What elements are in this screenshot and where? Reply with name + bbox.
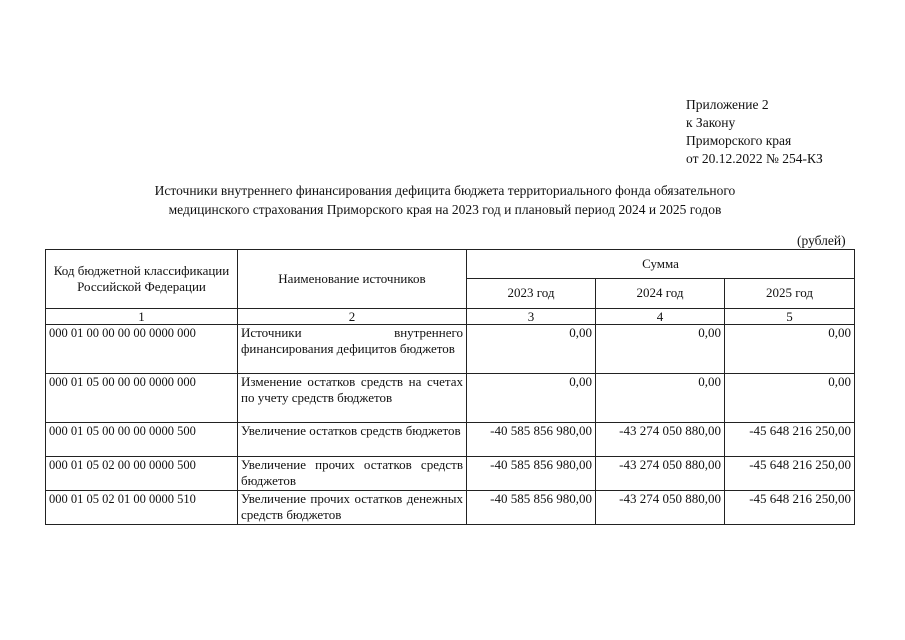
document-title-line-2: медицинского страхования Приморского края на 2023 год и плановый период 2024 и 2025 годов [168,202,722,217]
column-numbers-row [46,309,855,325]
row-amount-2025: -45 648 216 250,00 [725,457,855,491]
row-amount-2025: 0,00 [725,325,855,374]
column-number: 2 [238,309,467,325]
table-row [46,491,855,525]
row-amount-2023: -40 585 856 980,00 [467,457,596,491]
document-title-line-1: Источники внутреннего финансирования дефицита бюджета территориального фонда обязательного [154,183,736,198]
row-name: Увеличение прочих остатков средств бюджетов [238,457,467,491]
column-number: 4 [596,309,725,325]
appendix-block [686,96,823,168]
header-code: Код бюджетной классификации Российской Федерации [46,250,238,309]
document-title [60,181,830,219]
row-amount-2025: 0,00 [725,374,855,423]
header-year-2025: 2025 год [725,278,855,308]
row-amount-2023: -40 585 856 980,00 [467,491,596,525]
table-row [46,325,855,374]
appendix-region: Приморского края [686,133,792,148]
header-name: Наименование источников [238,250,467,309]
header-sum: Сумма [467,250,855,279]
row-name: Увеличение остатков средств бюджетов [238,423,467,457]
row-amount-2023: 0,00 [467,325,596,374]
table-row [46,374,855,423]
appendix-date-number: от 20.12.2022 № 254-КЗ [686,151,823,166]
table-row [46,423,855,457]
row-amount-2025: -45 648 216 250,00 [725,491,855,525]
row-amount-2023: 0,00 [467,374,596,423]
financing-sources-table [45,249,855,525]
row-name: Увеличение прочих остатков денежных средств бюджетов [238,491,467,525]
row-amount-2024: 0,00 [596,325,725,374]
column-number: 3 [467,309,596,325]
row-name: Источники внутреннего финансирования дефицитов бюджетов [238,325,467,374]
row-amount-2023: -40 585 856 980,00 [467,423,596,457]
row-amount-2024: 0,00 [596,374,725,423]
row-code: 000 01 05 02 00 00 0000 500 [46,457,238,491]
row-amount-2024: -43 274 050 880,00 [596,491,725,525]
row-amount-2024: -43 274 050 880,00 [596,423,725,457]
appendix-number: Приложение 2 [686,97,769,112]
row-name: Изменение остатков средств на счетах по учету средств бюджетов [238,374,467,423]
header-year-2024: 2024 год [596,278,725,308]
row-code: 000 01 05 02 01 00 0000 510 [46,491,238,525]
row-amount-2025: -45 648 216 250,00 [725,423,855,457]
row-amount-2024: -43 274 050 880,00 [596,457,725,491]
column-number: 1 [46,309,238,325]
row-code: 000 01 00 00 00 00 0000 000 [46,325,238,374]
units-label: (рублей) [797,233,846,248]
table-row [46,457,855,491]
column-number: 5 [725,309,855,325]
header-year-2023: 2023 год [467,278,596,308]
row-code: 000 01 05 00 00 00 0000 500 [46,423,238,457]
appendix-law-ref: к Закону [686,115,736,130]
row-code: 000 01 05 00 00 00 0000 000 [46,374,238,423]
